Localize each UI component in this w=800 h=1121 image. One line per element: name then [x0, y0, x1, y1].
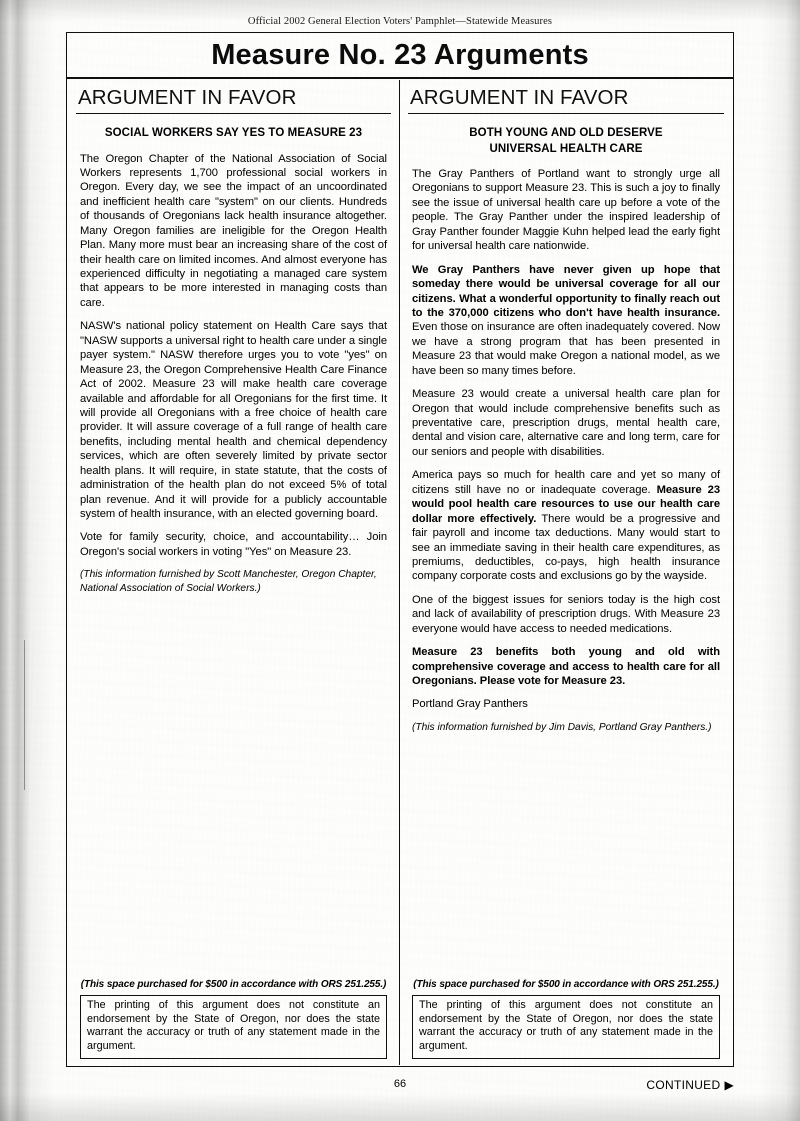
argument-paragraph-bold: Measure 23 benefits both young and old with comprehensive coverage and access to health care for all Oregonians. Please vote for Measure 23. — [412, 646, 720, 688]
argument-paragraph: Vote for family security, choice, and accountability… Join Oregon's social workers in voting "Yes" on Measure 23. — [80, 531, 387, 558]
argument-footer-right — [412, 979, 720, 1059]
scan-artifact — [24, 640, 25, 790]
argument-paragraph: The Gray Panthers of Portland want to strongly urge all Oregonians to support Measure 23. This is such a joy to finally see the issue of universal health care up before a vote of the people. The Gray Panther under the inspired leadership of Gray Panther founder Maggie Kuhn helped lead the early fight for universal health care nationwide. — [412, 168, 720, 253]
argument-paragraph: The Oregon Chapter of the National Association of Social Workers represents 1,700 professional social workers in Oregon. Every day, we see the impact of an uncoordinated and inefficient health care "system" on our clients. Hundreds of thousands of Oregonians lack health insurance altogether. Many Oregon families are ineligible for the Oregon Health Plan. Many more must bear an increasing share of the cost of their health care on limited incomes. And almost everyone has experienced difficulty in negotiating a managed care system that appears to be more interested in managing costs than care. — [80, 152, 387, 309]
page-title: Measure No. 23 Arguments — [211, 39, 589, 71]
argument-paragraph-bold: Measure 23 would pool health care resources to use our health care dollar more effectively. — [412, 483, 720, 525]
argument-attribution-left: (This information furnished by Scott Manchester, Oregon Chapter, National Association of Social Workers.) — [80, 569, 377, 594]
argument-paragraph-lead: America pays so much for health care and yet so many of citizens still have no or inadequate coverage. — [412, 469, 720, 496]
two-column-layout — [68, 80, 732, 1065]
argument-paragraph: Portland Gray Panthers — [412, 698, 528, 711]
purchase-note-left: (This space purchased for $500 in accordance with ORS 251.255.) — [80, 978, 387, 990]
argument-title-left: SOCIAL WORKERS SAY YES TO MEASURE 23 — [104, 127, 363, 139]
running-head: Official 2002 General Election Voters' Pamphlet—Statewide Measures — [247, 16, 553, 27]
disclaimer-box-left: The printing of this argument does not constitute an endorsement by the State of Oregon, nor does the state warrant the accuracy or truth of any statement made in the argument. — [80, 995, 387, 1059]
argument-paragraph: NASW's national policy statement on Health Care says that "NASW supports a universal right to health care under a single payer system." NASW therefore urges you to vote "yes" on Measure 23, the Oregon Comprehensive Health Care Finance Act of 2002. Measure 23 will make health care coverage available and affordable for all Oregonians for the first time. It will provide all Oregonians with a free choice of health care provider. It will assure coverage of a full range of health care benefits, including mental health and chemical dependency services, which are often severely limited by private sector health plans. It will require, in state statute, that the costs of administration of the health plan do not exceed 5% of total plan revenue. And it will provide for a publicly accountable system of health insurance, with an elected governing board. — [80, 320, 387, 521]
argument-footer-left — [80, 979, 387, 1059]
argument-in-favor-header-right: ARGUMENT IN FAVOR — [408, 86, 724, 114]
page-number: 66 — [393, 1078, 407, 1090]
measure-banner — [66, 34, 734, 79]
argument-paragraph: One of the biggest issues for seniors today is the high cost and lack of availability of prescription drugs. With Measure 23 everyone would have access to needed medications. — [412, 593, 720, 635]
argument-paragraph — [412, 468, 720, 584]
page-footer — [0, 1078, 800, 1096]
continued-arrow-icon: ▶ — [724, 1078, 734, 1092]
argument-paragraph — [412, 263, 720, 379]
purchase-note-right: (This space purchased for $500 in accordance with ORS 251.255.) — [413, 978, 719, 990]
argument-title-right — [418, 126, 714, 157]
argument-title-line-2: UNIVERSAL HEALTH CARE — [489, 142, 643, 155]
argument-column-left — [68, 80, 400, 1065]
argument-column-right — [400, 80, 732, 1065]
argument-paragraph-continued: There would be a progressive and fair payroll and income tax deductions. Many would start to see an immediate saving in their health care expenditures, as premiums, deductibles, co-pays, high health insurance company corporate costs and exclusions go by the wayside. — [412, 512, 721, 583]
argument-paragraph-bold: We Gray Panthers have never given up hope that someday there would be universal coverage for all our citizens. What a wonderful opportunity to finally reach out to the 370,000 citizens who don't have health insurance. — [412, 263, 720, 319]
argument-title-line-1: BOTH YOUNG AND OLD DESERVE — [469, 127, 663, 139]
argument-paragraph-continued: Even those on insurance are often inadequately covered. Now we have a strong program that has been presented in Measure 23 that would make Oregon a national model, as we have been so many times before. — [412, 321, 720, 377]
continued-label — [646, 1078, 734, 1092]
argument-paragraph — [412, 645, 720, 688]
disclaimer-box-right: The printing of this argument does not constitute an endorsement by the State of Oregon, nor does the state warrant the accuracy or truth of any statement made in the argument. — [412, 995, 720, 1059]
argument-in-favor-header-left: ARGUMENT IN FAVOR — [76, 86, 391, 114]
argument-attribution-right: (This information furnished by Jim Davis, Portland Gray Panthers.) — [412, 721, 712, 733]
continued-text: CONTINUED — [646, 1078, 721, 1092]
argument-paragraph: Measure 23 would create a universal health care plan for Oregon that would include comprehensive benefits such as preventative care, prescription drugs, mental health care, dental and vision care, alternative care and long term, care for our seniors and people with disabilities. — [412, 388, 720, 458]
